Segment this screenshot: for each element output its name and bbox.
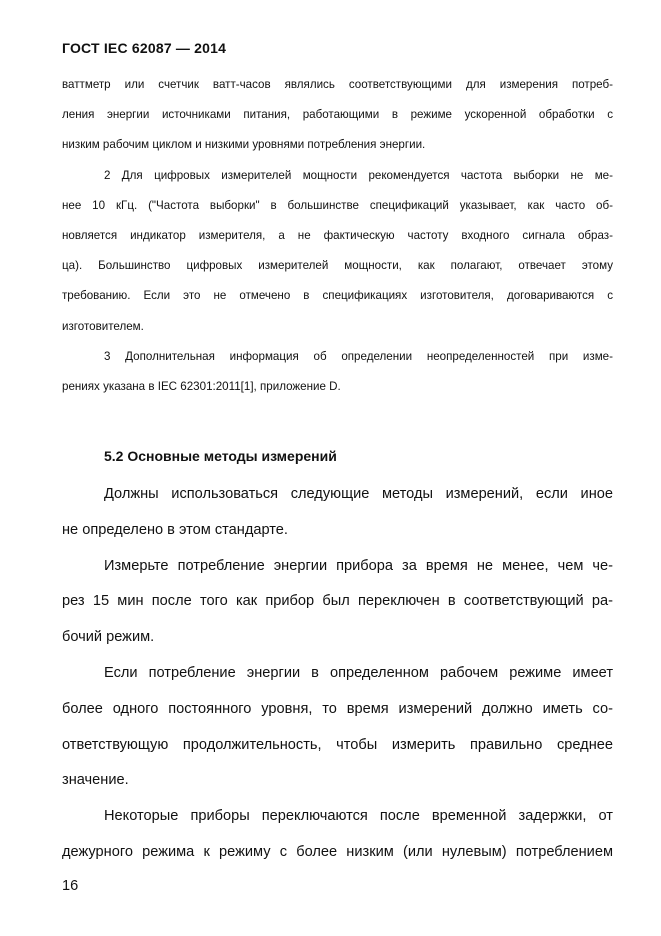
paragraph-line: дежурного режима к режиму с более низким (или нулевым) потреблением: [62, 843, 613, 860]
document-header: ГОСТ IEC 62087 — 2014: [62, 40, 227, 56]
paragraph-line: Измерьте потребление энергии прибора за время не менее, чем че-: [104, 557, 613, 574]
section-body: [62, 477, 613, 871]
note-line: ления энергии источниками питания, работающими в режиме ускоренной обработки с: [62, 108, 613, 122]
note-line: низким рабочим циклом и низкими уровнями потребления энергии.: [62, 138, 426, 152]
paragraph-line: рез 15 мин после того как прибор был переключен в соответствующий ра-: [62, 593, 613, 610]
section-heading: 5.2 Основные методы измерений: [104, 448, 337, 464]
paragraph-line: более одного постоянного уровня, то время измерений должно иметь со-: [62, 700, 613, 717]
paragraph-line: бочий режим.: [62, 629, 155, 646]
page-number: 16: [62, 878, 79, 894]
notes-block: [62, 70, 613, 402]
paragraph-line: Если потребление энергии в определенном рабочем режиме имеет: [104, 664, 613, 681]
note-line: 2 Для цифровых измерителей мощности рекомендуется частота выборки не ме-: [104, 168, 613, 182]
note-line: новляется индикатор измерителя, а не фактическую частоту входного сигнала образ-: [62, 228, 613, 242]
note-line: нее 10 кГц. ("Частота выборки" в большинстве спецификаций указывает, как часто об-: [62, 198, 613, 212]
note-line: 3 Дополнительная информация об определении неопределенностей при изме-: [104, 349, 613, 363]
paragraph-line: Должны использоваться следующие методы измерений, если иное: [104, 486, 613, 502]
paragraph-line: ответствующую продолжительность, чтобы измерить правильно среднее: [62, 736, 613, 753]
paragraph-line: не определено в этом стандарте.: [62, 521, 288, 538]
note-line: ваттметр или счетчик ватт-часов являлись соответствующими для измерения потреб-: [62, 78, 613, 91]
paragraph-line: Некоторые приборы переключаются после временной задержки, от: [104, 808, 613, 825]
paragraph-line: значение.: [62, 772, 129, 789]
note-line: ца). Большинство цифровых измерителей мощности, как полагают, отвечает этому: [62, 259, 613, 273]
note-line: требованию. Если это не отмечено в спецификациях изготовителя, договариваются с: [62, 289, 613, 303]
note-line: изготовителем.: [62, 319, 144, 333]
note-line: рениях указана в IEC 62301:2011[1], приложение D.: [62, 379, 341, 393]
